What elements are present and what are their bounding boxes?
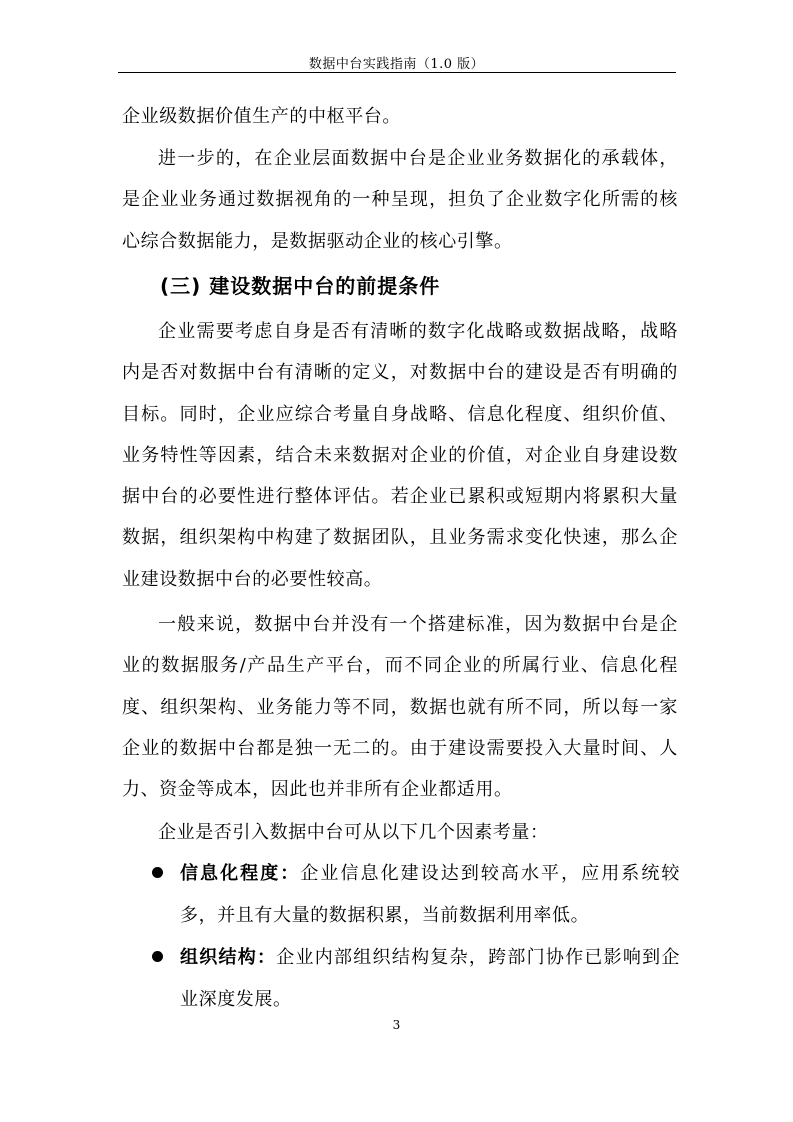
paragraph-no-standard: 一般来说，数据中台并没有一个搭建标准，因为数据中台是企业的数据服务/产品生产平台，而不同企业的所属行业、信息化程度、组织架构、业务能力等不同，数据也就有所不同，所以每一家企业的数据中台都是独一无二的。由于建设需要投入大量时间、人力、资金等成本，因此也并非所有企业都适用。 — [122, 614, 678, 801]
paragraph-strategy-assessment: 企业需要考虑自身是否有清晰的数字化战略或数据战略，战略内是否对数据中台有清晰的定义，对数据中台的建设是否有明确的目标。同时，企业应综合考量自身战略、信息化程度、组织价值、业务特性等因素，结合未来数据对企业的价值，对企业自身建设数据中台的必要性进行整体评估。若企业已累积或短期内将累积大量数据，组织架构中构建了数据团队，且业务需求变化快速，那么企业建设数据中台的必要性较高。 — [122, 321, 678, 590]
list-item-label: 组织结构： — [180, 947, 277, 968]
list-item-label: 信息化程度： — [180, 863, 301, 884]
running-header-title: 数据中台实践指南（1.0 版） — [308, 57, 485, 72]
list-item-body: 企业内部组织结构复杂，跨部门协作已影响到企业深度发展。 — [180, 947, 680, 1010]
list-item-text — [180, 937, 680, 1020]
page-number: 3 — [392, 1018, 401, 1032]
paragraph-continuation: 企业级数据价值生产的中枢平台。 — [122, 106, 401, 127]
list-item-body: 企业信息化建设达到较高水平，应用系统较多，并且有大量的数据积累，当前数据利用率低。 — [180, 863, 680, 926]
paragraph-data-middle-platform-role: 进一步的，在企业层面数据中台是企业业务数据化的承载体，是企业业务通过数据视角的一种呈现，担负了企业数字化所需的核心综合数据能力，是数据驱动企业的核心引擎。 — [122, 148, 678, 252]
paragraph-factors-intro: 企业是否引入数据中台可从以下几个因素考量： — [158, 822, 549, 843]
bullet-icon — [152, 951, 163, 962]
section-heading-prerequisites: (三) 建设数据中台的前提条件 — [160, 274, 441, 298]
list-item-text — [180, 853, 680, 936]
bullet-icon — [152, 867, 163, 878]
header-divider — [118, 72, 676, 73]
